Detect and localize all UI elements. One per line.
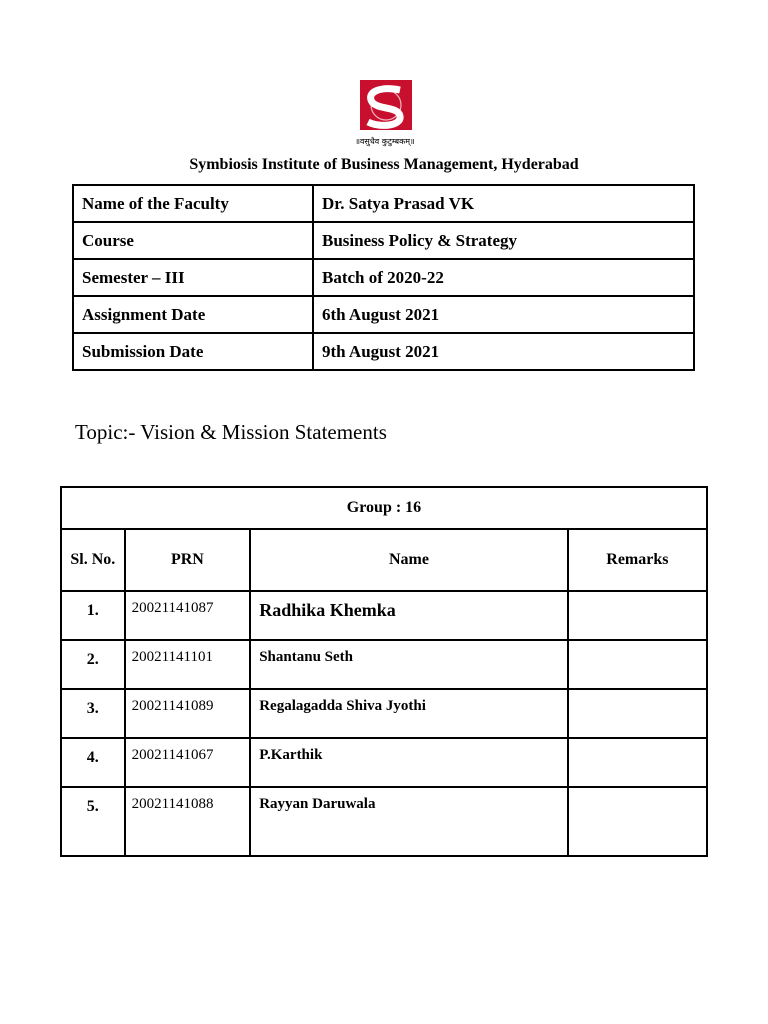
sl-no: 2. bbox=[61, 640, 125, 689]
remarks bbox=[568, 787, 707, 856]
info-value: Dr. Satya Prasad VK bbox=[313, 185, 694, 222]
table-row bbox=[61, 738, 707, 787]
group-table bbox=[60, 486, 708, 857]
info-row bbox=[73, 259, 694, 296]
col-header-sl: Sl. No. bbox=[61, 529, 125, 591]
remarks bbox=[568, 738, 707, 787]
table-row bbox=[61, 787, 707, 856]
info-key: Name of the Faculty bbox=[73, 185, 313, 222]
remarks bbox=[568, 640, 707, 689]
info-row bbox=[73, 333, 694, 370]
course-info-table bbox=[72, 184, 695, 371]
info-value: Business Policy & Strategy bbox=[313, 222, 694, 259]
info-key: Course bbox=[73, 222, 313, 259]
topic-heading: Topic:- Vision & Mission Statements bbox=[75, 420, 387, 444]
info-row bbox=[73, 296, 694, 333]
info-value: 9th August 2021 bbox=[313, 333, 694, 370]
sl-no: 4. bbox=[61, 738, 125, 787]
table-row bbox=[61, 689, 707, 738]
info-row bbox=[73, 222, 694, 259]
prn: 20021141067 bbox=[125, 738, 251, 787]
sl-no: 5. bbox=[61, 787, 125, 856]
col-header-remarks: Remarks bbox=[568, 529, 707, 591]
prn: 20021141087 bbox=[125, 591, 251, 640]
info-value: 6th August 2021 bbox=[313, 296, 694, 333]
info-key: Semester – III bbox=[73, 259, 313, 296]
info-key: Assignment Date bbox=[73, 296, 313, 333]
info-value: Batch of 2020-22 bbox=[313, 259, 694, 296]
table-row bbox=[61, 591, 707, 640]
sl-no: 1. bbox=[61, 591, 125, 640]
group-title: Group : 16 bbox=[61, 487, 707, 529]
symbiosis-logo bbox=[340, 78, 430, 148]
info-key: Submission Date bbox=[73, 333, 313, 370]
student-name: Regalagadda Shiva Jyothi bbox=[250, 689, 568, 738]
student-name: Radhika Khemka bbox=[250, 591, 568, 640]
motto-text: ॥वसुधैव कुटुम्बकम्॥ bbox=[355, 137, 415, 146]
student-name: Shantanu Seth bbox=[250, 640, 568, 689]
prn: 20021141101 bbox=[125, 640, 251, 689]
remarks bbox=[568, 689, 707, 738]
student-name: Rayyan Daruwala bbox=[250, 787, 568, 856]
prn: 20021141089 bbox=[125, 689, 251, 738]
remarks bbox=[568, 591, 707, 640]
prn: 20021141088 bbox=[125, 787, 251, 856]
institute-name: Symbiosis Institute of Business Management, Hyderabad bbox=[189, 156, 579, 173]
table-row bbox=[61, 640, 707, 689]
col-header-name: Name bbox=[250, 529, 568, 591]
student-name: P.Karthik bbox=[250, 738, 568, 787]
sl-no: 3. bbox=[61, 689, 125, 738]
col-header-prn: PRN bbox=[125, 529, 251, 591]
info-row bbox=[73, 185, 694, 222]
